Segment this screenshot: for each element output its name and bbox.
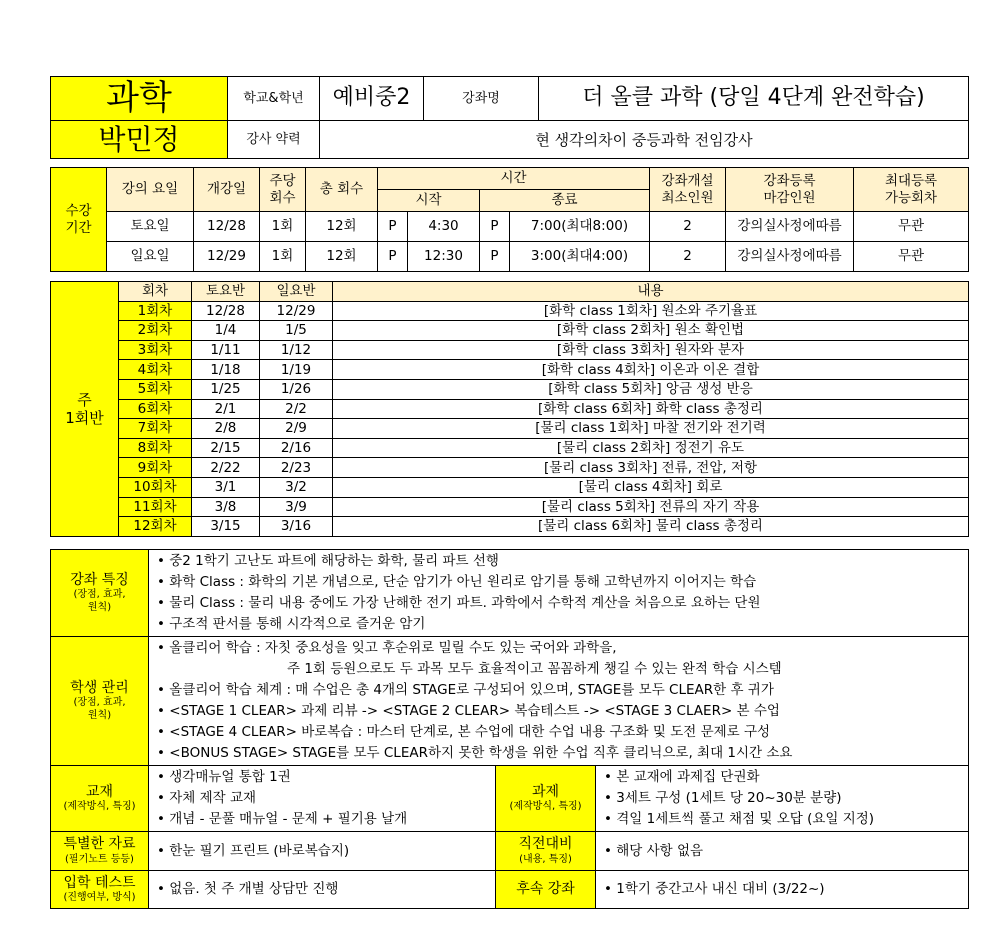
info-table (50, 549, 969, 909)
row-min: 2 (650, 242, 726, 272)
management-item: • 올클리어 학습 체계 : 매 수업은 총 4개의 STAGE로 구성되어 있으며, STAGE를 모두 CLEAR한 후 귀가 (157, 682, 774, 698)
col-content: 내용 (333, 282, 969, 302)
special-label-cell (51, 832, 149, 871)
curriculum-sat-date: 3/15 (192, 517, 260, 537)
curriculum-sat-date: 1/18 (192, 360, 260, 380)
teacher-profile-value: 현 생각의차이 중등과학 전임강사 (320, 121, 969, 159)
curriculum-sun-date: 3/9 (260, 497, 333, 517)
curriculum-sun-date: 2/9 (260, 419, 333, 439)
curriculum-session: 6회차 (119, 399, 192, 419)
curriculum-row (51, 517, 969, 537)
curriculum-content: [물리 class 4회차] 회로 (333, 477, 969, 497)
entrance-value: • 없음. 첫 주 개별 상담만 진행 (149, 871, 496, 909)
features-item: • 구조적 판서를 통해 시각적으로 즐거운 암기 (157, 616, 426, 632)
col-weekly-line2: 회수 (269, 189, 296, 206)
curriculum-sat-date: 1/25 (192, 379, 260, 399)
row-start-date: 12/28 (194, 212, 260, 242)
curriculum-sat-date: 1/4 (192, 321, 260, 341)
curriculum-row (51, 438, 969, 458)
col-max (854, 168, 969, 212)
teacher-profile-label: 강사 약력 (228, 121, 320, 159)
col-min (650, 168, 726, 212)
col-day: 강의 요일 (107, 168, 194, 212)
management-item: • <STAGE 4 CLEAR> 바로복습 : 마스터 단계로, 본 수업에 대한 수업 내용 구조화 및 도전 문제로 구성 (157, 724, 771, 740)
schedule-row (51, 212, 969, 242)
col-min-line2: 최소인원 (661, 189, 714, 206)
management-item: • <STAGE 1 CLEAR> 과제 리뷰 -> <STAGE 2 CLEAR> 복습테스트 -> <STAGE 3 CLAER> 본 수업 (157, 703, 780, 719)
textbook-sub: (제작방식, 특징) (63, 801, 136, 813)
curriculum-sun-date: 1/26 (260, 379, 333, 399)
curriculum-side-label-line2: 1회반 (65, 408, 104, 427)
curriculum-sat-date: 2/8 (192, 419, 260, 439)
textbook-item: • 생각매뉴얼 통합 1권 (157, 769, 291, 785)
row-deadline: 강의실사정에따름 (726, 212, 854, 242)
features-item: • 화학 Class : 화학의 기본 개념으로, 단순 암기가 아닌 원리로 암기를 통해 고학년까지 이어지는 학습 (157, 574, 757, 590)
col-deadline-line1: 강좌등록 (763, 173, 816, 190)
curriculum-session: 4회차 (119, 360, 192, 380)
management-sub-2: 원칙) (87, 710, 112, 722)
curriculum-sun-date: 1/5 (260, 321, 333, 341)
curriculum-sat-date: 3/1 (192, 477, 260, 497)
management-item: • <BONUS STAGE> STAGE를 모두 CLEAR하지 못한 학생을 위한 수업 직후 클리닉으로, 최대 1시간 소요 (157, 745, 793, 761)
row-end-time: 3:00(최대4:00) (510, 242, 650, 272)
col-start-date: 개강일 (194, 168, 260, 212)
curriculum-content: [화학 class 4회차] 이온과 이온 결합 (333, 360, 969, 380)
curriculum-content: [물리 class 3회차] 전류, 전압, 저항 (333, 458, 969, 478)
col-weekly-line1: 주당 (269, 173, 296, 190)
col-weekly (260, 168, 306, 212)
course-header-table (50, 76, 969, 159)
features-list (149, 550, 969, 637)
curriculum-sat-date: 2/15 (192, 438, 260, 458)
curriculum-sun-date: 3/16 (260, 517, 333, 537)
period-label-line1: 수강 (65, 203, 92, 220)
row-start-date: 12/29 (194, 242, 260, 272)
row-total: 12회 (306, 212, 378, 242)
textbook-item: • 개념 - 문풀 매뉴얼 - 문제 + 필기용 날개 (157, 811, 408, 827)
curriculum-row (51, 340, 969, 360)
school-grade-value: 예비중2 (320, 77, 424, 121)
prep-label: 직전대비 (518, 836, 573, 853)
curriculum-sat-date: 2/1 (192, 399, 260, 419)
features-item: • 물리 Class : 물리 내용 중에도 가장 난해한 전기 파트. 과학에서 수학적 계산을 처음으로 요하는 단원 (157, 595, 761, 611)
curriculum-session: 12회차 (119, 517, 192, 537)
curriculum-sun-date: 2/16 (260, 438, 333, 458)
col-min-line1: 강좌개설 (661, 173, 714, 190)
curriculum-session: 5회차 (119, 379, 192, 399)
col-session: 회차 (119, 282, 192, 302)
textbook-label: 교재 (85, 783, 114, 800)
features-label-cell (51, 550, 149, 637)
management-label: 학생 관리 (70, 679, 129, 696)
curriculum-side-label-line1: 주 (77, 390, 92, 409)
followup-label: 후속 강좌 (516, 881, 575, 898)
col-time: 시간 (378, 168, 650, 190)
curriculum-content: [물리 class 2회차] 정전기 유도 (333, 438, 969, 458)
curriculum-sun-date: 2/2 (260, 399, 333, 419)
curriculum-sun-date: 3/2 (260, 477, 333, 497)
col-max-line1: 최대등록 (884, 173, 938, 190)
col-time-start: 시작 (378, 190, 480, 212)
prep-sub: (내용, 특징) (519, 853, 572, 865)
curriculum-content: [화학 class 1회차] 원소와 주기율표 (333, 301, 969, 321)
col-total: 총 회수 (306, 168, 378, 212)
col-sat: 토요반 (192, 282, 260, 302)
curriculum-content: [물리 class 6회차] 물리 class 총정리 (333, 517, 969, 537)
curriculum-sat-date: 12/28 (192, 301, 260, 321)
homework-sub: (제작방식, 특징) (509, 801, 582, 813)
subject-title: 과학 (51, 77, 228, 121)
curriculum-session: 1회차 (119, 301, 192, 321)
row-start-time: 12:30 (408, 242, 480, 272)
schedule-row (51, 242, 969, 272)
curriculum-row (51, 419, 969, 439)
course-name-label: 강좌명 (424, 77, 539, 121)
row-day: 토요일 (107, 212, 194, 242)
features-label: 강좌 특징 (70, 571, 129, 588)
homework-label: 과제 (531, 783, 560, 800)
teacher-name: 박민정 (51, 121, 228, 159)
entrance-label: 입학 테스트 (63, 874, 136, 891)
prep-label-cell (496, 832, 596, 871)
period-label-line2: 기간 (65, 219, 92, 236)
schedule-table (50, 167, 969, 272)
row-start-ap: P (378, 212, 408, 242)
row-min: 2 (650, 212, 726, 242)
row-start-ap: P (378, 242, 408, 272)
entrance-label-cell (51, 871, 149, 909)
special-label: 특별한 자료 (63, 836, 136, 853)
row-start-time: 4:30 (408, 212, 480, 242)
row-total: 12회 (306, 242, 378, 272)
row-end-ap: P (480, 242, 510, 272)
period-label (51, 168, 107, 272)
curriculum-session: 11회차 (119, 497, 192, 517)
curriculum-session: 3회차 (119, 340, 192, 360)
curriculum-content: [화학 class 2회차] 원소 확인법 (333, 321, 969, 341)
curriculum-sat-date: 3/8 (192, 497, 260, 517)
curriculum-sun-date: 12/29 (260, 301, 333, 321)
curriculum-row (51, 301, 969, 321)
management-list (149, 637, 969, 766)
homework-item: • 격일 1세트씩 풀고 채점 및 오답 (요일 지정) (604, 811, 875, 827)
homework-item: • 3세트 구성 (1세트 당 20~30분 분량) (604, 790, 842, 806)
curriculum-row (51, 477, 969, 497)
followup-label-cell (496, 871, 596, 909)
curriculum-content: [화학 class 6회차] 화학 class 총정리 (333, 399, 969, 419)
curriculum-session: 10회차 (119, 477, 192, 497)
curriculum-sun-date: 1/12 (260, 340, 333, 360)
curriculum-side-label (51, 282, 119, 537)
features-sub-1: (장점, 효과, (73, 589, 126, 601)
school-grade-label: 학교&학년 (228, 77, 320, 121)
curriculum-row (51, 321, 969, 341)
curriculum-row (51, 379, 969, 399)
col-deadline (726, 168, 854, 212)
curriculum-sun-date: 1/19 (260, 360, 333, 380)
textbook-item: • 자체 제작 교재 (157, 790, 257, 806)
col-sun: 일요반 (260, 282, 333, 302)
curriculum-content: [물리 class 1회차] 마찰 전기와 전기력 (333, 419, 969, 439)
row-end-ap: P (480, 212, 510, 242)
textbook-list (149, 766, 496, 832)
curriculum-session: 7회차 (119, 419, 192, 439)
homework-label-cell (496, 766, 596, 832)
curriculum-content: [물리 class 5회차] 전류의 자기 작용 (333, 497, 969, 517)
curriculum-sun-date: 2/23 (260, 458, 333, 478)
curriculum-row (51, 399, 969, 419)
textbook-label-cell (51, 766, 149, 832)
row-weekly: 1회 (260, 242, 306, 272)
row-day: 일요일 (107, 242, 194, 272)
special-sub: (필기노트 등등) (65, 853, 134, 865)
special-value: • 한눈 필기 프린트 (바로복습지) (149, 832, 496, 871)
curriculum-row (51, 458, 969, 478)
homework-item: • 본 교재에 과제집 단권화 (604, 769, 760, 785)
management-item: 주 1회 등원으로도 두 과목 모두 효율적이고 꼼꼼하게 챙길 수 있는 완적 학습 시스템 (287, 661, 782, 677)
prep-value: • 해당 사항 없음 (596, 832, 969, 871)
curriculum-table (50, 281, 969, 537)
col-deadline-line2: 마감인원 (763, 189, 816, 206)
row-max: 무관 (854, 242, 969, 272)
curriculum-session: 2회차 (119, 321, 192, 341)
col-time-end: 종료 (480, 190, 650, 212)
row-end-time: 7:00(최대8:00) (510, 212, 650, 242)
course-name-value: 더 올클 과학 (당일 4단계 완전학습) (539, 77, 969, 121)
homework-list (596, 766, 969, 832)
row-deadline: 강의실사정에따름 (726, 242, 854, 272)
curriculum-row (51, 360, 969, 380)
row-weekly: 1회 (260, 212, 306, 242)
curriculum-session: 9회차 (119, 458, 192, 478)
curriculum-session: 8회차 (119, 438, 192, 458)
followup-value: • 1학기 중간고사 내신 대비 (3/22~) (596, 871, 969, 909)
curriculum-content: [화학 class 3회차] 원자와 분자 (333, 340, 969, 360)
management-sub-1: (장점, 효과, (73, 697, 126, 709)
management-item: • 올클리어 학습 : 자칫 중요성을 잊고 후순위로 밀릴 수도 있는 국어와 과학을, (157, 640, 617, 656)
features-sub-2: 원칙) (87, 602, 112, 614)
features-item: • 중2 1학기 고난도 파트에 해당하는 화학, 물리 파트 선행 (157, 553, 499, 569)
row-max: 무관 (854, 212, 969, 242)
curriculum-sat-date: 1/11 (192, 340, 260, 360)
curriculum-sat-date: 2/22 (192, 458, 260, 478)
col-max-line2: 가능회차 (884, 189, 938, 206)
entrance-sub: (진행여부, 방식) (63, 892, 136, 904)
management-label-cell (51, 637, 149, 766)
curriculum-content: [화학 class 5회차] 앙금 생성 반응 (333, 379, 969, 399)
curriculum-row (51, 497, 969, 517)
